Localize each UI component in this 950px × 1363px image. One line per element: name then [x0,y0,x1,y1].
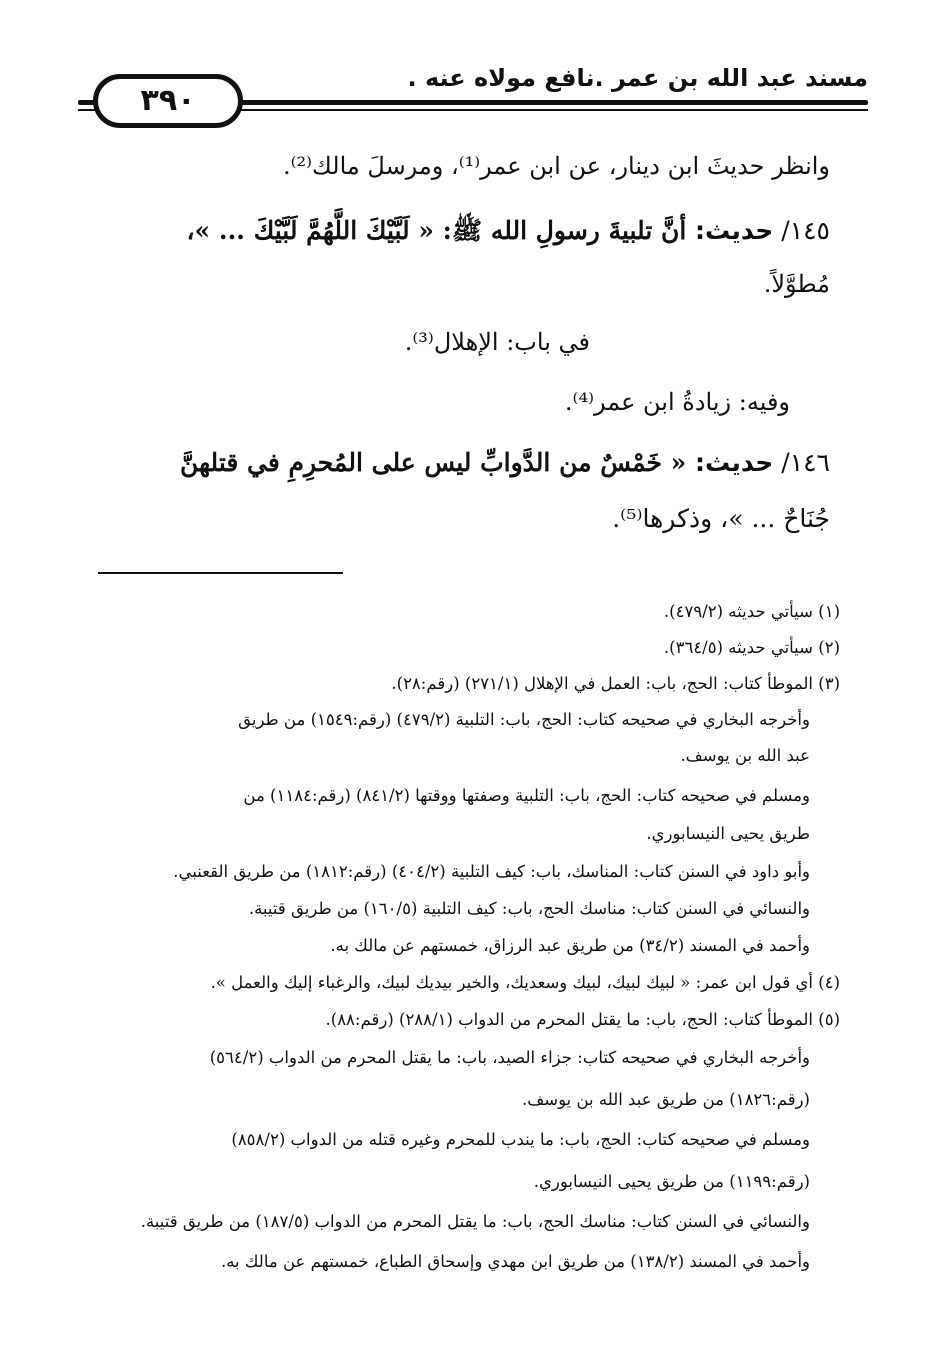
footnote-5-line-5: (رقم:١١٩٩) من طريق يحيى النيسابوري. [533,1172,810,1191]
hadith-145 [100,215,830,252]
footnote-3-line-5: طريق يحيى النيسابوري. [646,824,810,843]
footnote-5-line-3: (رقم:١٨٢٦) من طريق عبد الله بن يوسف. [521,1090,810,1109]
hadith-145-continuation: مُطوَّلاً. [763,270,830,298]
footnote-5-line-4: ومسلم في صحيحه كتاب: الحج، باب: ما يندب للمحرم وغيره قتله من الدواب (٨٥٨/٢) [231,1130,810,1149]
footnote-3-line-4: ومسلم في صحيحه كتاب: الحج، باب: التلبية وصفتها ووقتها (٨٤١/٢) (رقم:١١٨٤) من [243,786,810,805]
page-number: ٣٩٠ [140,83,196,118]
footnote-separator [98,572,343,574]
footnote-5-line-6: والنسائي في السنن كتاب: مناسك الحج، باب: ما يقتل المحرم من الدواب (١٨٧/٥) من طريق قتيبة. [140,1212,810,1231]
hadith-145-text: أنَّ تلبيةَ رسولِ الله ﷺ: « لَبَّيْكَ اللَّهُمَّ لَبَّيْكَ ... »، [186,216,696,245]
page-number-badge [93,74,243,128]
hadith-146-text: « خَمْسٌ من الدَّوابِّ ليس على المُحرِمِ في قتلهنَّ [180,448,696,477]
ziyada-line: وفيه: زيادةُ ابن عمر⁽⁴⁾. [564,388,790,416]
main-line-1: وانظر حديثَ ابن دينار، عن ابن عمر⁽¹⁾، ومرسلَ مالك⁽²⁾. [283,152,830,180]
page-header [78,60,868,130]
footnote-1: (١) سيأتي حديثه (٤٧٩/٢). [663,602,840,621]
hadith-145-number: ١٤٥/ [773,216,830,245]
hadith-146-continuation: جُنَاحٌ ... »، وذكرها⁽⁵⁾. [612,504,830,533]
hadith-146 [100,448,830,477]
running-title: مسند عبد الله بن عمر .نافع مولاه عنه . [407,64,868,92]
footnote-4: (٤) أي قول ابن عمر: « لبيك لبيك، لبيك وسعديك، والخير بيديك لبيك، والرغباء إليك والعمل ». [210,973,840,992]
footnote-3: (٣) الموطأ كتاب: الحج، باب: العمل في الإهلال (٢٧١/١) (رقم:٢٨). [391,674,840,693]
hadith-146-keyword: حديث: [695,448,774,477]
hadith-145-keyword: حديث: [695,216,774,245]
footnote-3-line-8: وأحمد في المسند (٣٤/٢) من طريق عبد الرزاق، خمستهم عن مالك به. [330,936,810,955]
footnote-3-line-6: وأبو داود في السنن كتاب: المناسك، باب: كيف التلبية (٤٠٤/٢) (رقم:١٨١٢) من طريق القعنبي. [173,862,810,881]
footnote-5-line-2: وأخرجه البخاري في صحيحه كتاب: جزاء الصيد، باب: ما يقتل المحرم من الدواب (٥٦٤/٢) [209,1048,810,1067]
bab-reference: في باب: الإهلال⁽³⁾. [404,328,590,356]
footnote-3-line-3: عبد الله بن يوسف. [680,746,810,765]
footnote-2: (٢) سيأتي حديثه (٣٦٤/٥). [663,638,840,657]
footnote-3-line-2: وأخرجه البخاري في صحيحه كتاب: الحج، باب: التلبية (٤٧٩/٢) (رقم:١٥٤٩) من طريق [238,710,810,729]
footnote-3-line-7: والنسائي في السنن كتاب: مناسك الحج، باب: كيف التلبية (١٦٠/٥) من طريق قتيبة. [248,899,810,918]
hadith-146-number: ١٤٦/ [773,448,830,477]
footnote-5-line-7: وأحمد في المسند (١٣٨/٢) من طريق ابن مهدي وإسحاق الطباع، خمستهم عن مالك به. [220,1252,810,1271]
footnote-5: (٥) الموطأ كتاب: الحج، باب: ما يقتل المحرم من الدواب (٢٨٨/١) (رقم:٨٨). [325,1010,840,1029]
